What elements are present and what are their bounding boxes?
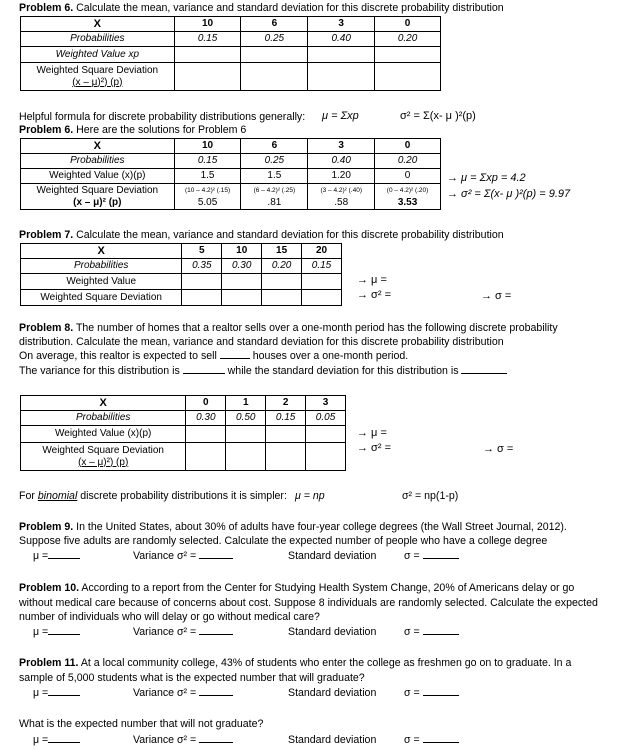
p9-line2: Suppose five adults are randomly selected. Calculate the expected number of people who have a college degree [19, 535, 548, 547]
p10-line3: number of individuals who will delay or go without medical care? [19, 611, 320, 623]
prob-value: 0.40 [308, 154, 375, 169]
prob-value: 0.15 [174, 32, 241, 47]
answer-blank[interactable] [48, 634, 80, 635]
p10-text1: According to a report from the Center for Studying Health System Change, 20% of Americans delay or go [81, 582, 575, 594]
wsd-cell [241, 184, 308, 210]
wsd-label [21, 184, 175, 210]
answer-cell[interactable] [186, 426, 226, 443]
p8-sd: → σ = [483, 443, 514, 455]
x-value: 3 [308, 139, 375, 154]
answer-cell[interactable] [266, 426, 306, 443]
weighted-value: 1.5 [241, 169, 308, 184]
weighted-value: 0 [375, 169, 441, 184]
p11-line3: What is the expected number that will not graduate? [19, 718, 264, 730]
p10-line2: without medical care because of concerns about cost. Suppose 8 individuals are randomly selected. Calculate the expected [19, 597, 598, 609]
p11-line2: sample of 5,000 students what is the expected number that will graduate? [19, 672, 365, 684]
p7-variance: → σ² = [357, 289, 391, 301]
binomial-text: discrete probability distributions it is simpler: [80, 490, 287, 502]
binomial-prefix: For [19, 490, 35, 502]
answer-blank[interactable] [48, 695, 80, 696]
binomial-line [19, 490, 287, 502]
wsd-label-line1: Weighted Square Deviation [36, 64, 159, 76]
answer-blank[interactable] [48, 558, 80, 559]
answer-cell[interactable] [306, 426, 346, 443]
p11-answers [33, 687, 80, 699]
p6-table [20, 16, 441, 91]
p9-sigma [404, 550, 459, 562]
prob-value: 0.35 [182, 259, 222, 274]
x-value: 0 [375, 139, 441, 154]
p8-line3a: On average, this realtor is expected to sell [19, 350, 217, 362]
x-value: 10 [174, 139, 241, 154]
p11b-sd-label: Standard deviation [288, 734, 377, 746]
x-value: 10 [174, 17, 241, 32]
p8-line4a: The variance for this distribution is [19, 365, 180, 377]
answer-blank[interactable] [423, 742, 459, 743]
prob-value: 0.20 [262, 259, 302, 274]
answer-cell[interactable] [241, 47, 308, 63]
answer-blank[interactable] [199, 742, 233, 743]
answer-cell[interactable] [262, 274, 302, 290]
p7-table [20, 243, 342, 306]
wsd-expression: (3 – 4.2)² (.40) [320, 186, 362, 194]
sigma-label: σ = [404, 550, 420, 562]
p10-title: Problem 10. [19, 582, 80, 594]
p11-line1 [19, 657, 571, 669]
weighted-value-label: Weighted Value (x)(p) [21, 169, 175, 184]
answer-cell[interactable] [182, 274, 222, 290]
answer-cell[interactable] [308, 47, 375, 63]
p6-heading [19, 2, 504, 14]
p6-mu-result: → μ = Σxp = 4.2 [447, 172, 526, 184]
wsd-expression: (0 – 4.2)² (.20) [386, 186, 429, 194]
p8-line3 [19, 350, 408, 362]
weighted-value-label: Weighted Value xp [21, 47, 175, 63]
p10-variance [133, 626, 233, 638]
wsd-value: .81 [267, 196, 282, 208]
p11-sd-label: Standard deviation [288, 687, 377, 699]
answer-blank[interactable] [423, 634, 459, 635]
sigma-label: σ = [404, 734, 420, 746]
x-value: 1 [226, 396, 266, 411]
x-value: 15 [262, 244, 302, 259]
mu-label: μ = [33, 687, 49, 699]
p9-variance [133, 550, 233, 562]
wsd-value: 5.05 [197, 196, 218, 208]
binomial-word: binomial [37, 490, 78, 502]
x-header: X [21, 396, 186, 411]
x-header: X [21, 244, 182, 259]
p8-text1: The number of homes that a realtor sells over a one-month period has the following discrete probability [75, 322, 558, 334]
answer-cell[interactable] [302, 274, 342, 290]
answer-blank[interactable] [48, 742, 80, 743]
wsd-cell [174, 184, 241, 210]
prob-value: 0.25 [241, 32, 308, 47]
sigma-label: σ = [404, 687, 420, 699]
x-value: 3 [308, 17, 375, 32]
p6-text: Calculate the mean, variance and standard deviation for this discrete probability distribution [76, 2, 504, 14]
prob-label: Probabilities [21, 411, 186, 426]
wsd-cell [308, 184, 375, 210]
p6-title: Problem 6. [19, 2, 74, 14]
x-value: 10 [222, 244, 262, 259]
answer-cell[interactable] [174, 63, 241, 91]
p8-line2: distribution. Calculate the mean, variance and standard deviation for this discrete probability distribution [19, 336, 504, 348]
weighted-value-label: Weighted Value [21, 274, 182, 290]
x-value: 3 [306, 396, 346, 411]
x-value: 2 [266, 396, 306, 411]
p9-answers [33, 550, 80, 562]
p11b-answers [33, 734, 80, 746]
x-header: X [21, 139, 175, 154]
answer-cell[interactable] [306, 443, 346, 471]
answer-blank[interactable] [199, 695, 233, 696]
prob-value: 0.50 [226, 411, 266, 426]
answer-cell[interactable] [375, 47, 441, 63]
p11-variance [133, 687, 233, 699]
p9-sd-label: Standard deviation [288, 550, 377, 562]
wsd-expression: (10 – 4.2)² (.15) [184, 186, 231, 194]
x-value: 0 [186, 396, 226, 411]
answer-cell[interactable] [302, 290, 342, 306]
p6sol-text: Here are the solutions for Problem 6 [76, 124, 247, 136]
x-value: 0 [375, 17, 441, 32]
p8-line4b: while the standard deviation for this distribution is [227, 365, 459, 377]
weighted-value-label: Weighted Value (x)(p) [21, 426, 186, 443]
p7-heading [19, 229, 504, 241]
mu-label: μ = [33, 626, 49, 638]
wsd-expression: (6 – 4.2)² (.25) [253, 186, 296, 194]
p6-solution-table [20, 138, 441, 210]
p7-text: Calculate the mean, variance and standard deviation for this discrete probability distribution [76, 229, 504, 241]
weighted-value: 1.20 [308, 169, 375, 184]
wsd-label: Weighted Square Deviation [21, 290, 182, 306]
p6sol-title: Problem 6. [19, 124, 74, 136]
prob-value: 0.40 [308, 32, 375, 47]
answer-blank[interactable] [423, 695, 459, 696]
answer-cell[interactable] [266, 443, 306, 471]
wsd-cell [375, 184, 441, 210]
p9-line1 [19, 521, 567, 533]
variance-label: Variance σ² = [133, 734, 197, 746]
prob-label: Probabilities [21, 259, 182, 274]
prob-value: 0.30 [222, 259, 262, 274]
answer-cell[interactable] [375, 63, 441, 91]
answer-cell[interactable] [241, 63, 308, 91]
prob-label: Probabilities [21, 154, 175, 169]
binomial-mu: μ = np [295, 490, 325, 502]
answer-blank[interactable] [423, 558, 459, 559]
p10-answers [33, 626, 80, 638]
wsd-label [21, 443, 186, 471]
p9-text1: In the United States, about 30% of adults have four-year college degrees (the Wall Street Journal, 2012). [76, 521, 567, 533]
prob-value: 0.15 [302, 259, 342, 274]
wsd-label [21, 63, 175, 91]
variance-label: Variance σ² = [133, 687, 197, 699]
answer-blank[interactable] [183, 373, 225, 374]
x-value: 6 [241, 139, 308, 154]
p11b-variance [133, 734, 233, 746]
p6sol-heading [19, 124, 246, 136]
answer-cell[interactable] [308, 63, 375, 91]
wsd-label-line2: (x – μ)²) (p) [78, 456, 129, 468]
answer-cell[interactable] [182, 290, 222, 306]
variance-label: Variance σ² = [133, 626, 197, 638]
p7-mu: → μ = [357, 274, 387, 286]
variance-label: Variance σ² = [133, 550, 197, 562]
x-header: X [21, 17, 175, 32]
p9-title: Problem 9. [19, 521, 74, 533]
prob-value: 0.20 [375, 32, 441, 47]
p10-line1 [19, 582, 574, 594]
prob-value: 0.25 [241, 154, 308, 169]
mu-label: μ = [33, 550, 49, 562]
x-value: 5 [182, 244, 222, 259]
p6-variance-result: → σ² = Σ(x- μ )²(p) = 9.97 [447, 188, 571, 200]
answer-cell[interactable] [186, 443, 226, 471]
wsd-label-line2: (x – μ)²) (p) [72, 76, 123, 88]
p7-sd: → σ = [481, 290, 512, 302]
p8-title: Problem 8. [19, 322, 74, 334]
variance-formula: σ² = Σ(x- μ )²(p) [400, 110, 476, 122]
prob-value: 0.05 [306, 411, 346, 426]
prob-value: 0.20 [375, 154, 441, 169]
answer-cell[interactable] [226, 443, 266, 471]
p11-sigma [404, 687, 459, 699]
wsd-label-line1: Weighted Square Deviation [36, 184, 159, 196]
sigma-label: σ = [404, 626, 420, 638]
mu-formula: μ = Σxp [322, 110, 359, 122]
p11b-sigma [404, 734, 459, 746]
x-value: 6 [241, 17, 308, 32]
p7-title: Problem 7. [19, 229, 74, 241]
prob-value: 0.30 [186, 411, 226, 426]
answer-cell[interactable] [222, 290, 262, 306]
p8-line3b: houses over a one-month period. [252, 350, 409, 362]
answer-cell[interactable] [174, 47, 241, 63]
wsd-label-line1: Weighted Square Deviation [42, 444, 164, 456]
prob-value: 0.15 [174, 154, 241, 169]
helpful-text: Helpful formula for discrete probability distributions generally: [19, 111, 306, 123]
answer-blank[interactable] [461, 373, 507, 374]
p8-table [20, 395, 346, 471]
mu-label: μ = [33, 734, 49, 746]
answer-cell[interactable] [222, 274, 262, 290]
p8-line4 [19, 365, 507, 377]
answer-blank[interactable] [199, 634, 233, 635]
answer-cell[interactable] [262, 290, 302, 306]
prob-value: 0.15 [266, 411, 306, 426]
p10-sd-label: Standard deviation [288, 626, 377, 638]
wsd-value: .58 [334, 196, 349, 208]
weighted-value: 1.5 [174, 169, 241, 184]
wsd-value: 3.53 [397, 196, 418, 208]
answer-blank[interactable] [220, 358, 250, 359]
p8-variance: → σ² = [357, 442, 391, 454]
wsd-label-line2: (x – μ)² (p) [73, 196, 122, 208]
answer-cell[interactable] [226, 426, 266, 443]
x-value: 20 [302, 244, 342, 259]
p11-text1: At a local community college, 43% of students who enter the college as freshmen go on to graduate. In a [80, 657, 572, 669]
prob-label: Probabilities [21, 32, 175, 47]
p8-line1 [19, 322, 558, 334]
helpful-line [19, 111, 305, 123]
p11-title: Problem 11. [19, 657, 79, 669]
answer-blank[interactable] [199, 558, 233, 559]
p8-mu: → μ = [357, 427, 387, 439]
binomial-variance: σ² = np(1-p) [402, 490, 459, 502]
p10-sigma [404, 626, 459, 638]
